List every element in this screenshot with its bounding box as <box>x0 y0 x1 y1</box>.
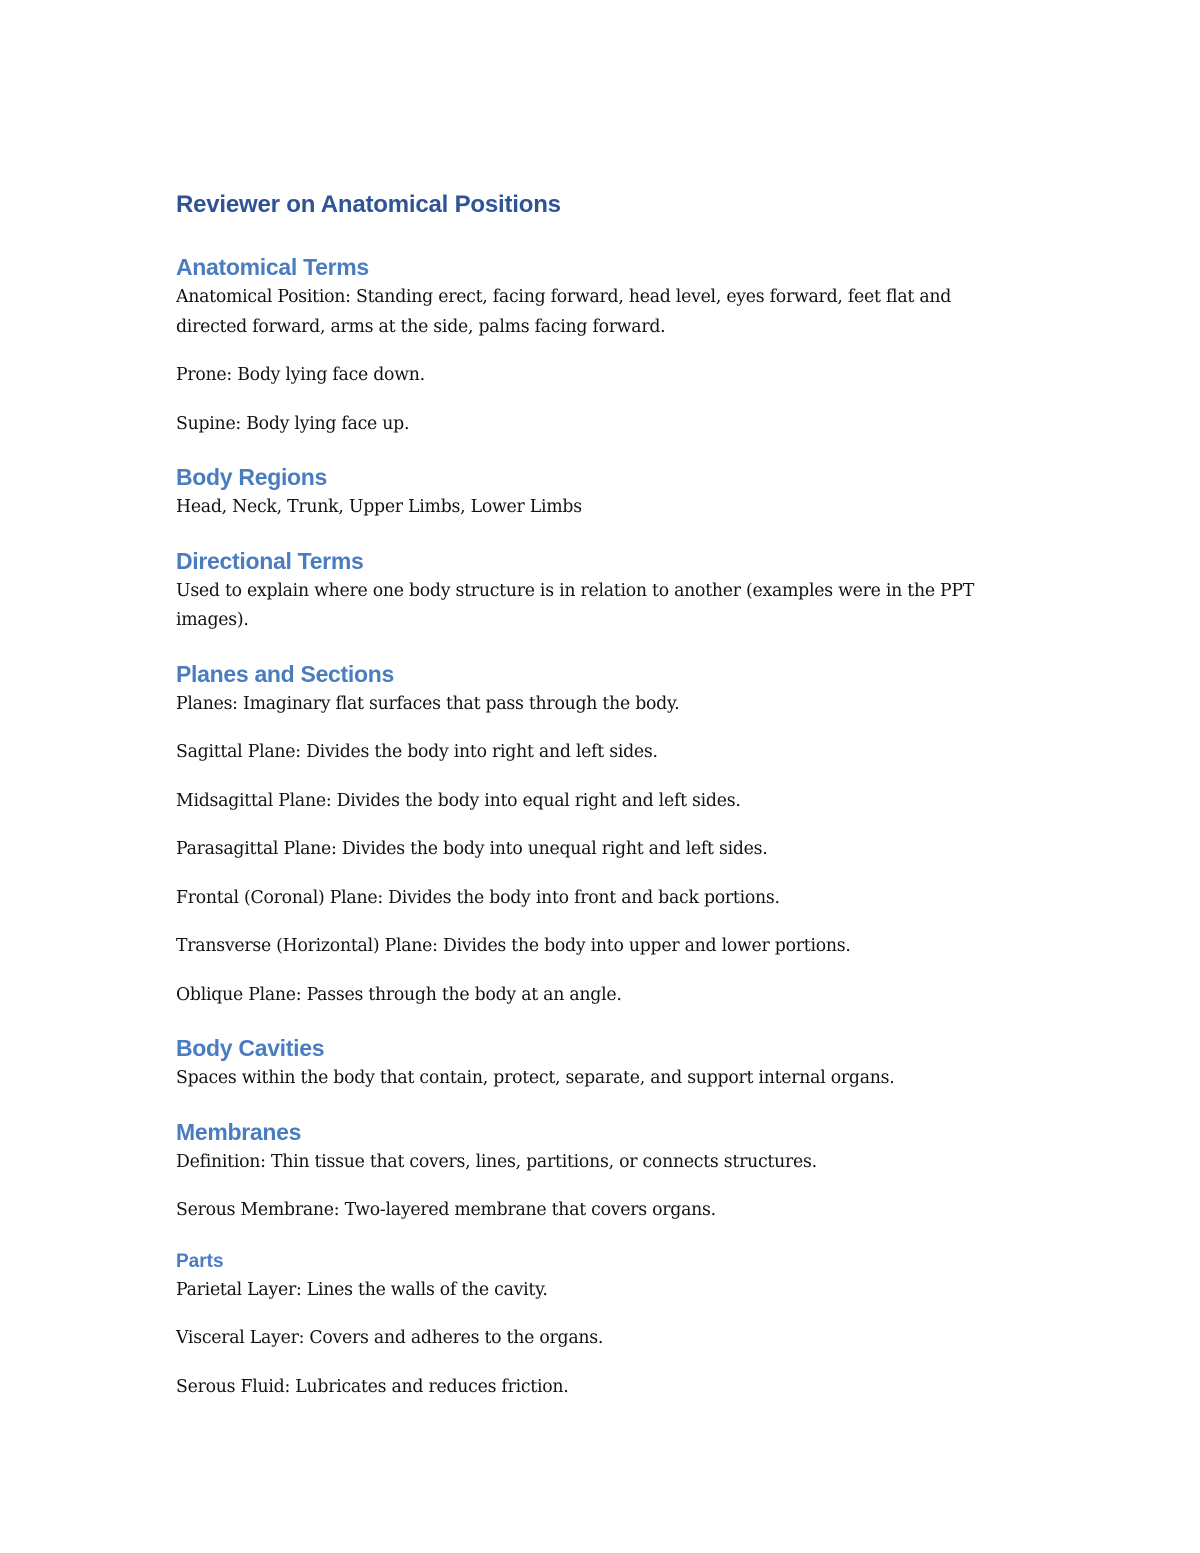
paragraph-prone: Prone: Body lying face down. <box>176 365 425 385</box>
document-body <box>176 186 1026 1402</box>
paragraph-oblique-plane: Oblique Plane: Passes through the body at an angle. <box>176 984 622 1005</box>
heading-planes-sections: Planes and Sections <box>176 660 394 687</box>
heading-body-regions: Body Regions <box>176 464 328 490</box>
paragraph-body-cavities: Spaces within the body that contain, protect, separate, and support internal organs. <box>176 1068 895 1088</box>
paragraph-supine: Supine: Body lying face up. <box>176 413 410 434</box>
paragraph-serous-fluid: Serous Fluid: Lubricates and reduces friction. <box>176 1376 569 1397</box>
heading-directional-terms: Directional Terms <box>176 547 364 574</box>
document-title: Reviewer on Anatomical Positions <box>176 191 561 218</box>
paragraph-membrane-definition: Definition: Thin tissue that covers, lines, partitions, or connects structures. <box>176 1151 817 1172</box>
heading-parts: Parts <box>176 1250 224 1272</box>
paragraph-parasagittal-plane: Parasagittal Plane: Divides the body into unequal right and left sides. <box>176 839 768 859</box>
paragraph-frontal-plane: Frontal (Coronal) Plane: Divides the body into front and back portions. <box>176 887 780 908</box>
heading-anatomical-terms: Anatomical Terms <box>176 254 369 280</box>
paragraph-anatomical-position: Anatomical Position: Standing erect, facing forward, head level, eyes forward, feet flat and directed forward, arms at the side, palms facing forward. <box>176 287 952 337</box>
paragraph-directional-terms: Used to explain where one body structure is in relation to another (examples were in the PPT images). <box>176 580 975 630</box>
paragraph-transverse-plane: Transverse (Horizontal) Plane: Divides the body into upper and lower portions. <box>176 936 851 956</box>
paragraph-body-regions: Head, Neck, Trunk, Upper Limbs, Lower Limbs <box>176 497 582 517</box>
heading-body-cavities: Body Cavities <box>176 1035 325 1061</box>
paragraph-serous-membrane: Serous Membrane: Two-layered membrane that covers organs. <box>176 1200 716 1220</box>
heading-membranes: Membranes <box>176 1118 302 1145</box>
paragraph-midsagittal-plane: Midsagittal Plane: Divides the body into equal right and left sides. <box>176 790 741 811</box>
paragraph-visceral-layer: Visceral Layer: Covers and adheres to the organs. <box>176 1328 604 1348</box>
paragraph-planes: Planes: Imaginary flat surfaces that pass through the body. <box>176 693 680 714</box>
paragraph-sagittal-plane: Sagittal Plane: Divides the body into right and left sides. <box>176 742 658 762</box>
paragraph-parietal-layer: Parietal Layer: Lines the walls of the cavity. <box>176 1279 548 1300</box>
